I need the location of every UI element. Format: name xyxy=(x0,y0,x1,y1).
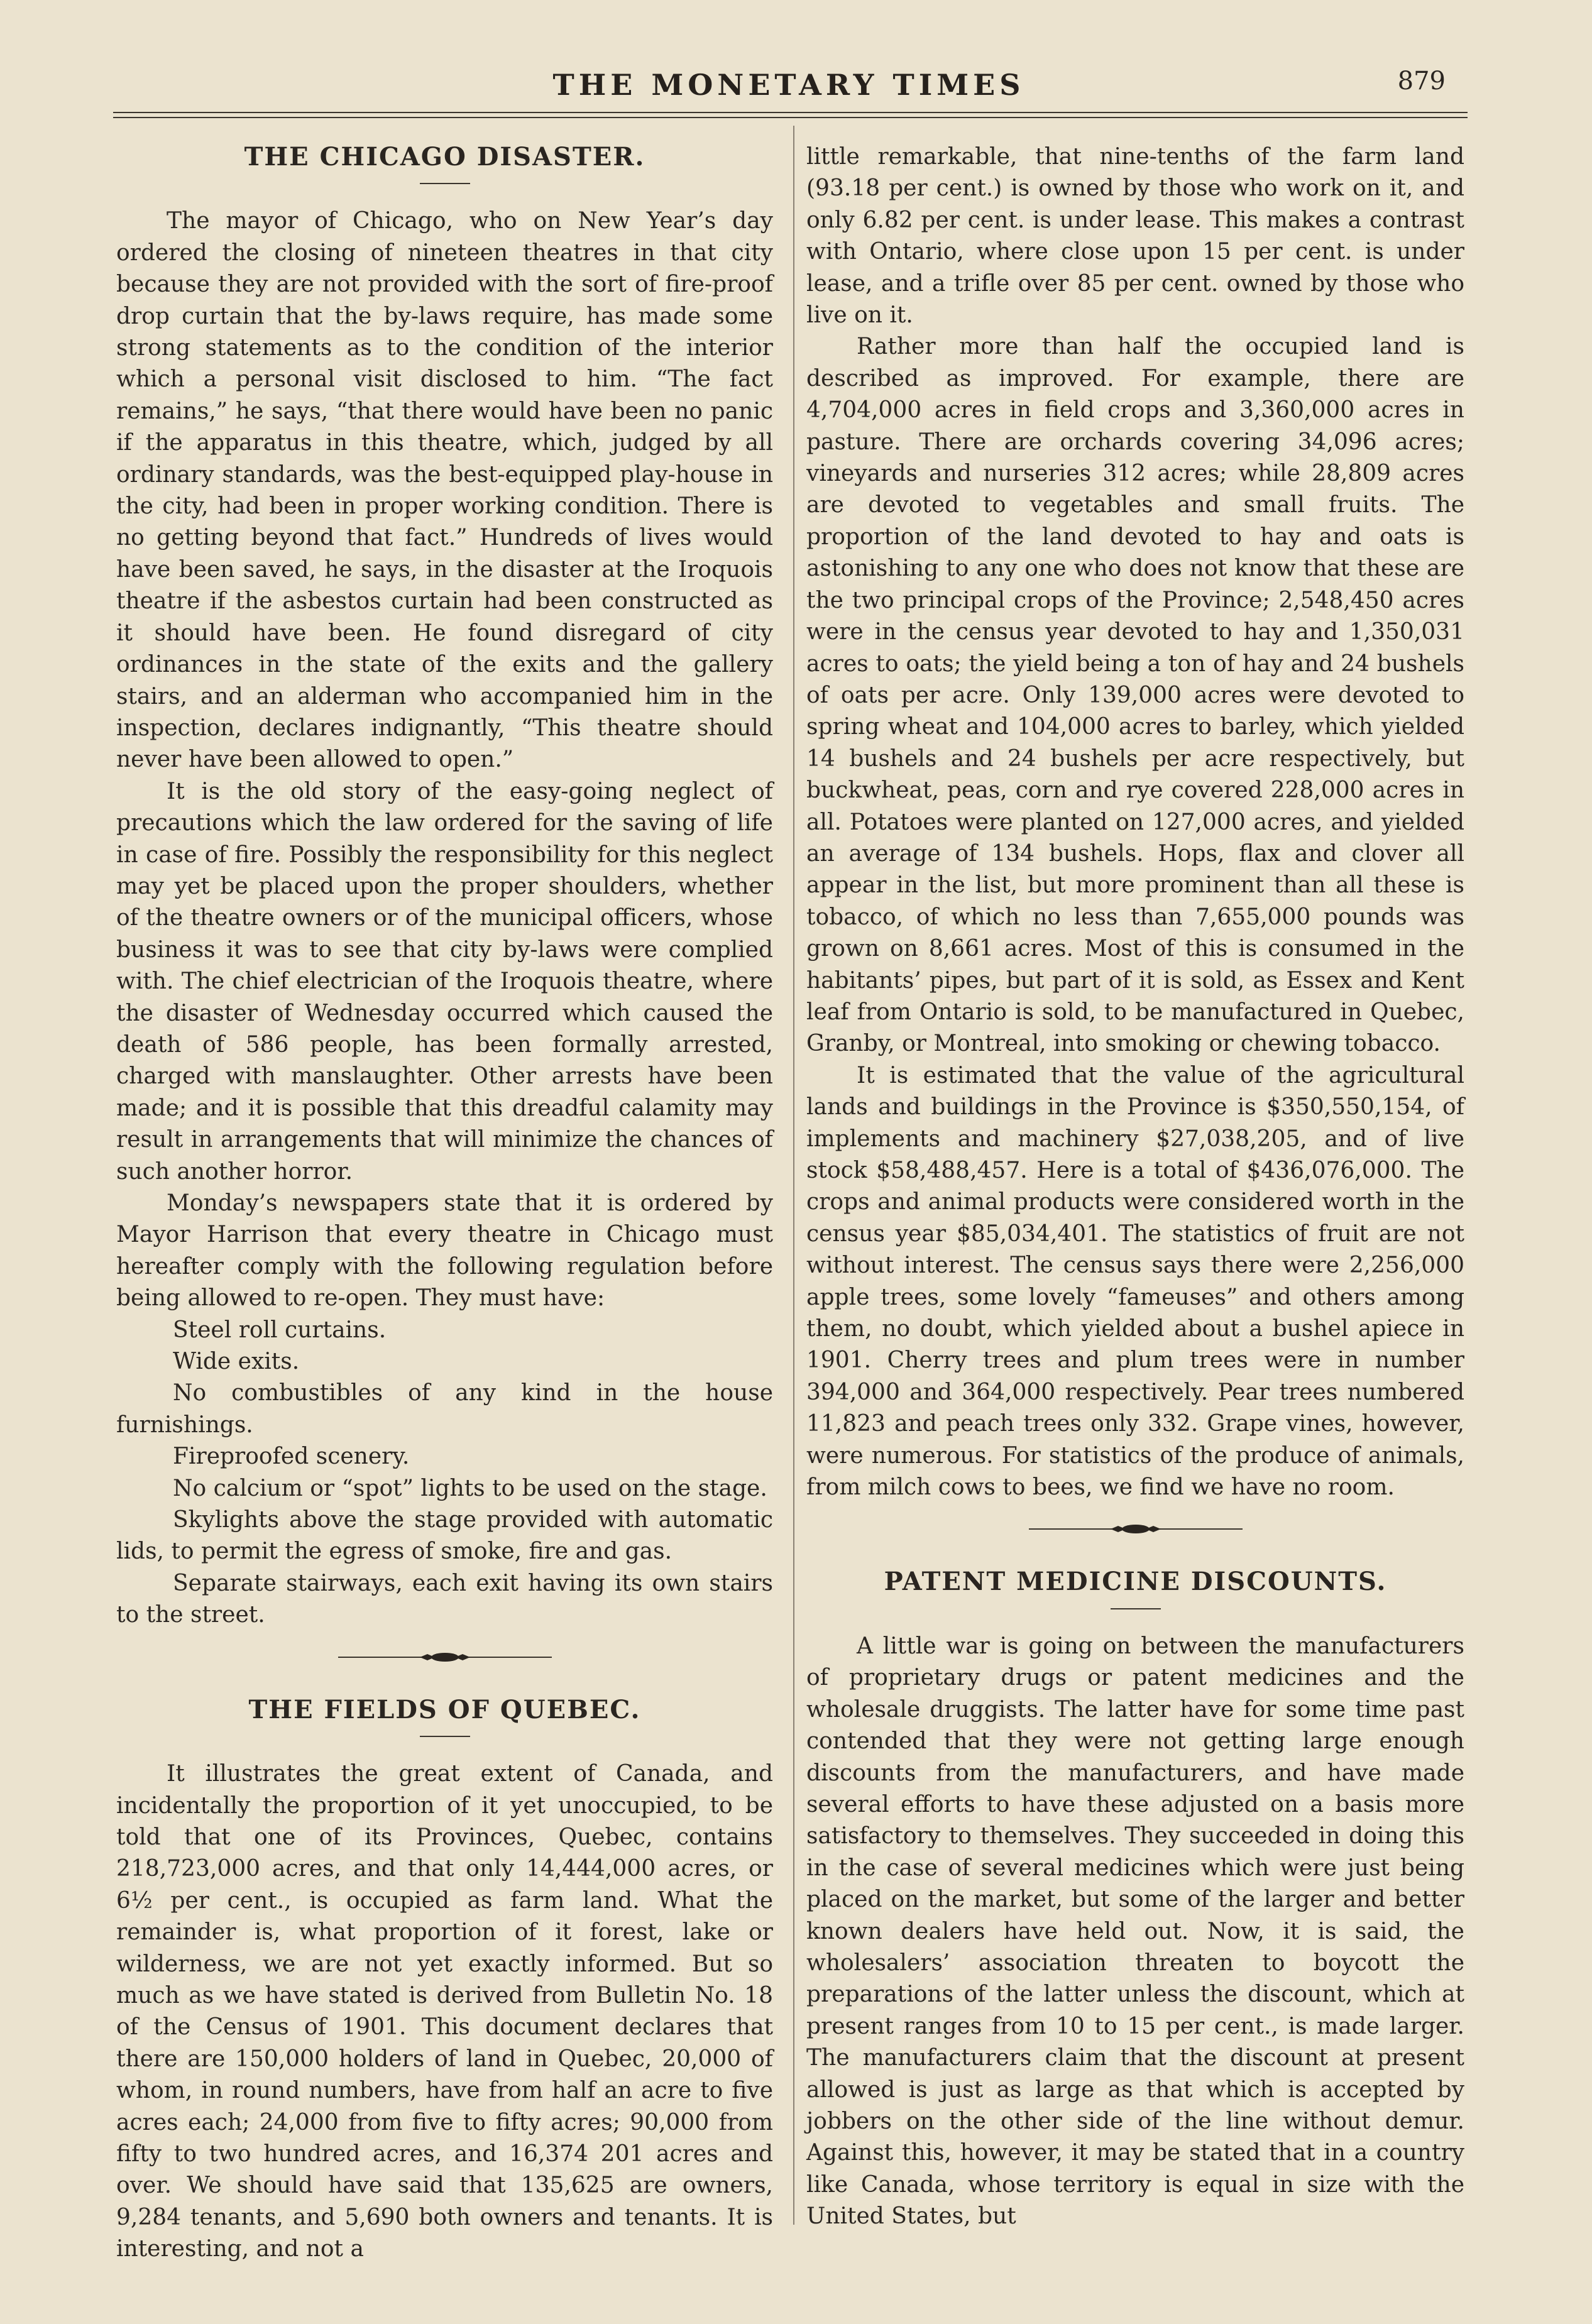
article-paragraph: A little war is going on between the manufacturers of proprietary drugs or patent medicines and the wholesale druggists. The latter have for some time past contended that they were not getting large enough discounts from the manufacturers, and have made several efforts to have these adjusted on a basis more satisfactory to themselves. They succeeded in doing this in the case of several medicines which were just being placed on the market, but some of the larger and better known dealers have held out. Now, it is said, the wholesalers’ association threaten to boycott the preparations of the latter unless the discount, which at present ranges from 10 to 15 per cent., is made larger. The manufacturers claim that the discount at present allowed is just as large as that which is accepted by jobbers on the other side of the line without demur. Against this, however, it may be stated that in a country like Canada, whose territory is equal in size with the United States, but xyxy=(806,1633,1464,2230)
regulation-item: Fireproofed scenery. xyxy=(173,1444,410,1470)
regulation-item: Skylights above the stage provided with automatic lids, to permit the egress of smoke, fire and gas. xyxy=(116,1507,773,1565)
article-paragraph: Monday’s newspapers state that it is ordered by Mayor Harrison that every theatre in Chicago must hereafter comply with the following regulation before being allowed to re-open. They must have: xyxy=(116,1190,773,1312)
heading-rule xyxy=(420,1736,470,1737)
article-paragraph: It illustrates the great extent of Canada, and incidentally the proportion of it yet unoccupied, to be told that one of its Provinces, Quebec, contains 218,723,000 acres, and that only 14,444,000 acres, or 6½ per cent., is occupied as farm land. What the remainder is, what proportion of it forest, lake or wilderness, we are not yet exactly informed. But so much as we have stated is derived from Bulletin No. 18 of the Census of 1901. This document declares that there are 150,000 holders of land in Quebec, 20,000 of whom, in round numbers, have from half an acre to five acres each; 24,000 from five to fifty acres; 90,000 from fifty to two hundred acres, and 16,374 201 acres and over. We should have said that 135,625 are owners, 9,284 tenants, and 5,690 both owners and tenants. It is interesting, and not a xyxy=(116,1761,773,2262)
right-column xyxy=(806,141,1464,2233)
publication-title: THE MONETARY TIMES xyxy=(552,68,1025,102)
article-heading-patent-medicine-discounts: PATENT MEDICINE DISCOUNTS. xyxy=(884,1567,1387,1597)
masthead-rule-top xyxy=(113,112,1468,113)
article-paragraph: The mayor of Chicago, who on New Year’s day ordered the closing of nineteen theatres in that city because they are not provided with the sort of fire-proof drop curtain that the by-laws require, has made some strong statements as to the condition of the interior which a personal visit disclosed to him. “The fact remains,” he says, “that there would have been no panic if the apparatus in this theatre, which, judged by all ordinary standards, was the best-equipped play-house in the city, had been in proper working condition. There is no getting beyond that fact.” Hundreds of lives would have been saved, he says, in the disaster at the Iroquois theatre if the asbestos curtain had been constructed as it should have been. He found disregard of city ordinances in the state of the exits and the gallery stairs, and an alderman who accompanied him in the inspection, declares indignantly, “This theatre should never have been allowed to open.” xyxy=(116,208,773,773)
regulation-item: Separate stairways, each exit having its own stairs to the street. xyxy=(116,1570,773,1628)
article-paragraph: Rather more than half the occupied land is described as improved. For example, there are 4,704,000 acres in field crops and 3,360,000 acres in pasture. There are orchards covering 34,096 acres; vineyards and nurseries 312 acres; while 28,809 acres are devoted to vegetables and small fruits. The proportion of the land devoted to hay and oats is astonishing to any one who does not know that these are the two principal crops of the Province; 2,548,450 acres were in the census year devoted to hay and 1,350,031 acres to oats; the yield being a ton of hay and 24 bushels of oats per acre. Only 139,000 acres were devoted to spring wheat and 104,000 acres to barley, which yielded 14 bushels and 24 bushels per acre respectively, but buckwheat, peas, corn and rye covered 228,000 acres in all. Potatoes were planted on 127,000 acres, and yielded an average of 134 bushels. Hops, flax and clover all appear in the list, but more prominent than all these is tobacco, of which no less than 7,655,000 pounds was grown on 8,661 acres. Most of this is consumed in the habitants’ pipes, but part of it is sold, as Essex and Kent leaf from Ontario is sold, to be manufactured in Quebec, Granby, or Montreal, into smoking or chewing tobacco. xyxy=(806,334,1464,1057)
masthead-rule-bottom xyxy=(113,117,1468,118)
ornament-divider-icon xyxy=(1029,1520,1243,1538)
article-paragraph: It is estimated that the value of the agricultural lands and buildings in the Province is $350,550,154, of implements and machinery $27,038,205, and of live stock $58,488,457. Here is a total of $436,076,000. The crops and animal products were considered worth in the census year $85,034,401. The statistics of fruit are not without interest. The census says there were 2,256,000 apple trees, some lovely “fameuses” and others among them, no doubt, which yielded about a bushel apiece in 1901. Cherry trees and plum trees were in number 394,000 and 364,000 respectively. Pear trees numbered 11,823 and peach trees only 332. Grape vines, however, were numerous. For statistics of the produce of animals, from milch cows to bees, we find we have no room. xyxy=(806,1062,1464,1501)
regulation-item: No calcium or “spot” lights to be used on the stage. xyxy=(173,1475,767,1501)
heading-rule xyxy=(1111,1608,1161,1609)
heading-rule xyxy=(420,183,470,184)
ornament-divider-icon xyxy=(338,1648,552,1667)
section-ornament xyxy=(116,1648,773,1673)
article-paragraph: It is the old story of the easy-going neglect of precautions which the law ordered for the saving of life in case of fire. Possibly the responsibility for this neglect may yet be placed upon the proper shoulders, whether of the theatre owners or of the municipal officers, whose business it was to see that city by-laws were complied with. The chief electrician of the Iroquois theatre, where the disaster of Wednesday occurred which caused the death of 586 people, has been formally arrested, charged with manslaughter. Other arrests have been made; and it is possible that this dreadful calamity may result in arrangements that will minimize the chances of such another horror. xyxy=(116,778,773,1185)
left-column xyxy=(116,141,773,2266)
page-number: 879 xyxy=(1397,67,1446,96)
article-heading-fields-of-quebec: THE FIELDS OF QUEBEC. xyxy=(248,1694,641,1724)
article-heading-chicago-disaster: THE CHICAGO DISASTER. xyxy=(244,142,645,172)
article-paragraph-continued: little remarkable, that nine-tenths of the farm land (93.18 per cent.) is owned by those who work on it, and only 6.82 per cent. is under lease. This makes a contrast with Ontario, where close upon 15 per cent. is under lease, and a trifle over 85 per cent. owned by those who live on it. xyxy=(806,144,1464,329)
regulation-item: Steel roll curtains. xyxy=(173,1317,387,1343)
section-ornament xyxy=(806,1520,1464,1545)
regulation-item: No combustibles of any kind in the house furnishings. xyxy=(116,1380,773,1438)
masthead xyxy=(113,63,1464,113)
regulation-item: Wide exits. xyxy=(173,1349,300,1375)
column-divider xyxy=(793,126,794,2225)
